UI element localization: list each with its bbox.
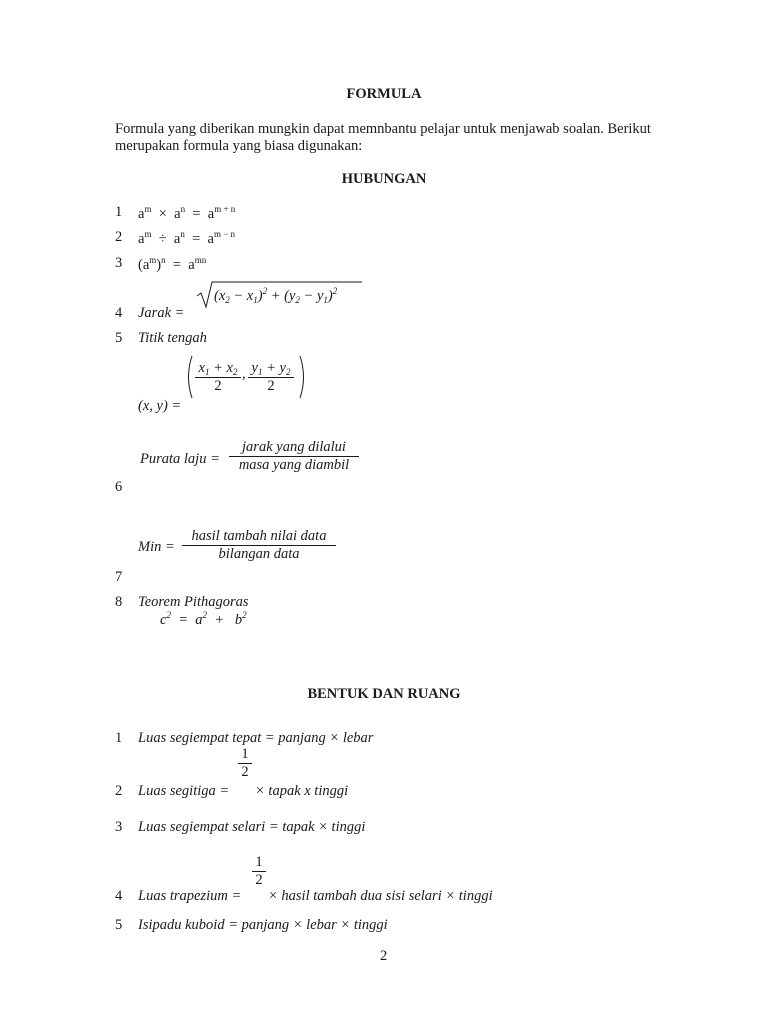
formula-rectangle-area: Luas segiempat tepat = panjang × lebar — [138, 730, 374, 746]
formula-pythagoras: $c^2 = a^2 + b^2$ — [160, 610, 247, 628]
distance-label: Jarak = — [138, 305, 185, 321]
item-number: 4 — [115, 305, 123, 321]
speed-lhs: Purata laju = — [140, 451, 220, 467]
trapezium-area-rest: × hasil tambah dua sisi selari × tinggi — [268, 888, 493, 904]
formula-distance: $(x_2 - x_1)^2 + (y_2 - y_1)^2$ — [214, 286, 338, 305]
item-number: 6 — [115, 479, 123, 495]
mean-numerator: hasil tambah nilai data — [191, 528, 327, 544]
intro-line-1: Formula yang diberikan mungkin dapat memnbantu pelajar untuk menjawab soalan. Berikut — [115, 121, 651, 137]
half-fraction: 1 2 — [238, 746, 252, 781]
formula-index-power: $(a^m)^n = a^{mn}$ — [138, 255, 207, 273]
item-number: 5 — [115, 917, 123, 933]
speed-denominator: masa yang diambil — [229, 456, 359, 474]
half-fraction: 1 2 — [252, 854, 266, 889]
trapezium-area-label: Luas trapezium = — [138, 888, 242, 904]
item-number: 8 — [115, 594, 123, 610]
formula-cuboid-volume: Isipadu kuboid = panjang × lebar × tinggi — [138, 917, 388, 933]
speed-numerator: jarak yang dilalui — [242, 439, 346, 455]
midpoint-label: Titik tengah — [138, 330, 207, 346]
page-title: FORMULA — [346, 86, 422, 102]
item-number: 4 — [115, 888, 123, 904]
item-number: 1 — [115, 730, 123, 746]
item-number: 5 — [115, 330, 123, 346]
comma: , — [242, 366, 246, 382]
section-heading-bentuk-dan-ruang: BENTUK DAN RUANG — [307, 686, 461, 702]
midpoint-x-fraction: $x_1 + x_2$ 2 — [195, 360, 241, 395]
formula-parallelogram-area: Luas segiempat selari = tapak × tinggi — [138, 819, 366, 835]
item-number: 3 — [115, 819, 123, 835]
item-number: 3 — [115, 255, 123, 271]
mean-denominator: bilangan data — [182, 545, 336, 563]
section-heading-hubungan: HUBUNGAN — [341, 171, 427, 187]
formula-index-multiply: $a^m \times a^n = a^{m + n}$ — [138, 204, 236, 222]
intro-line-2: merupakan formula yang biasa digunakan: — [115, 138, 363, 154]
formula-index-divide: $a^m \div a^n = a^{m - n}$ — [138, 229, 236, 247]
triangle-area-rest: × tapak x tinggi — [255, 783, 349, 799]
midpoint-lhs: (x, y) = — [138, 398, 182, 414]
midpoint-y-fraction: $y_1 + y_2$ 2 — [248, 360, 294, 395]
mean-fraction — [182, 528, 336, 563]
page-number: 2 — [380, 948, 388, 964]
item-number: 1 — [115, 204, 123, 220]
triangle-area-label: Luas segitiga = — [138, 783, 230, 799]
pythagoras-label: Teorem Pithagoras — [138, 594, 249, 610]
item-number: 2 — [115, 229, 123, 245]
speed-fraction — [229, 439, 359, 474]
item-number: 7 — [115, 569, 123, 585]
item-number: 2 — [115, 783, 123, 799]
mean-lhs: Min = — [138, 539, 175, 555]
